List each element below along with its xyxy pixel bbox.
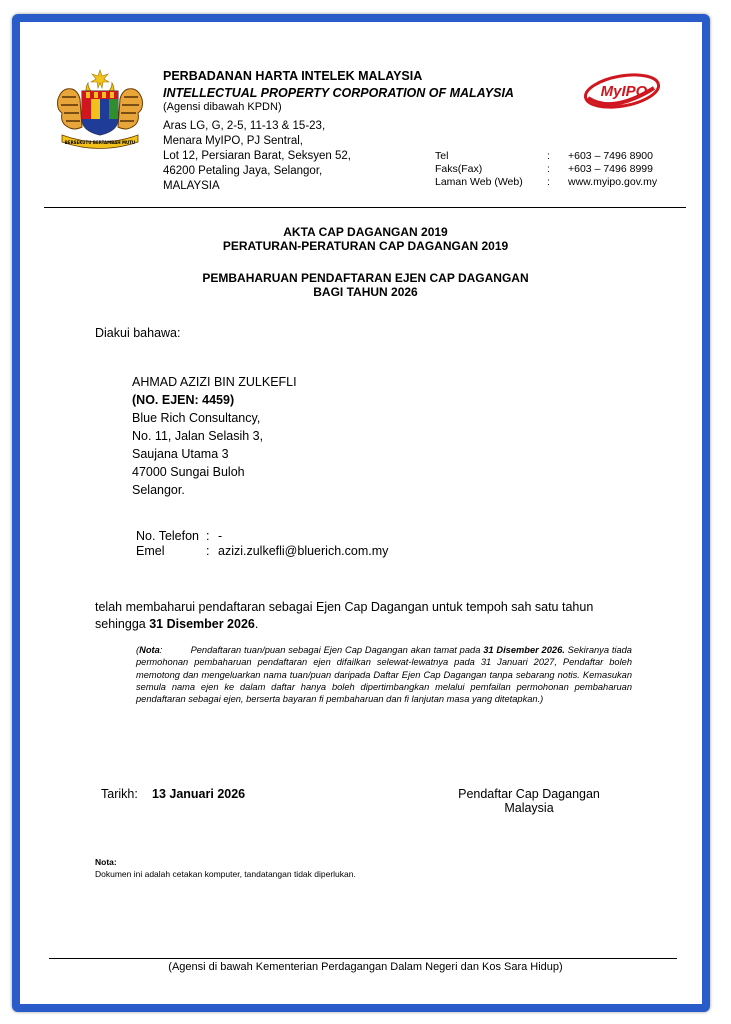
email-colon: : [206, 544, 210, 558]
address-line: Lot 12, Persiaran Barat, Seksyen 52, [163, 150, 351, 162]
renewal-until-line: sehingga 31 Disember 2026. [95, 617, 259, 631]
email-value: azizi.zulkefli@bluerich.com.my [218, 544, 389, 558]
contact-value: +603 – 7496 8999 [568, 163, 653, 175]
contact-row [435, 150, 657, 163]
agent-details [132, 373, 297, 499]
acknowledged-label: Diakui bahawa: [95, 326, 181, 340]
header-divider [44, 207, 686, 208]
date-value: 13 Januari 2026 [152, 787, 246, 801]
title-line: BAGI TAHUN 2026 [313, 285, 418, 299]
address-line: MALAYSIA [163, 180, 220, 192]
org-name-english: INTELLECTUAL PROPERTY CORPORATION OF MALAYSIA [163, 86, 514, 100]
agent-number: (NO. EJEN: 4459) [132, 393, 235, 407]
act-title [0, 225, 731, 253]
contact-sep: : [547, 176, 550, 188]
title-line: PERATURAN-PERATURAN CAP DAGANGAN 2019 [222, 239, 509, 253]
footer-note-label: Nota: [95, 857, 117, 867]
date-label: Tarikh: [101, 787, 138, 801]
title-line: AKTA CAP DAGANGAN 2019 [283, 225, 448, 239]
contact-value: www.myipo.gov.my [568, 176, 658, 188]
address-line: 46200 Petaling Jaya, Selangor, [163, 165, 323, 177]
contact-value: +603 – 7496 8900 [568, 150, 653, 162]
office-address [163, 119, 351, 194]
org-name-malay: PERBADANAN HARTA INTELEK MALAYSIA [163, 69, 423, 83]
contact-label: Laman Web (Web) [435, 176, 523, 188]
agent-name: AHMAD AZIZI BIN ZULKEFLI [132, 375, 297, 389]
address-line: Menara MyIPO, PJ Sentral, [163, 135, 303, 147]
agent-address-line: No. 11, Jalan Selasih 3, [132, 429, 264, 443]
contact-label: Tel [435, 150, 449, 162]
contact-sep: : [547, 163, 550, 175]
contact-sep: : [547, 150, 550, 162]
registrar-title [454, 787, 604, 815]
coat-of-arms-icon [52, 69, 148, 151]
email-label: Emel [136, 544, 165, 558]
footer-note-text: Dokumen ini adalah cetakan komputer, tandatangan tidak diperlukan. [95, 869, 356, 879]
note-date: 31 Disember 2026. [483, 645, 565, 655]
contact-label: Faks(Fax) [435, 163, 483, 175]
phone-colon: : [206, 529, 210, 543]
phone-label: No. Telefon [136, 529, 200, 543]
footer-agency: (Agensi di bawah Kementerian Perdagangan Dalam Negeri dan Kos Sara Hidup) [168, 961, 563, 973]
myipo-logo [582, 70, 662, 112]
agent-address-line: Blue Rich Consultancy, [132, 411, 261, 425]
agent-address-line: Saujana Utama 3 [132, 447, 229, 461]
note-label: Nota [139, 645, 160, 655]
contact-table [435, 150, 657, 189]
note-paragraph: (Nota: Pendaftaran tuan/puan sebagai Ejen Cap Dagangan akan tamat pada 31 Disember 2026. Sekiranya tiada permohonan pembaharuan pendaftaran ejen difailkan selewat-lewatnya pada 31 Januari 2027, Pendaftar boleh memotong dan mengeluarkan nama tuan/puan daripada Daftar Ejen Cap Dagangan tanpa sebarang notis. Kemasukan semula nama ejen ke dalam daftar hanya boleh dipertimbangkan melalui pemfailan permohonan pembaharuan pendaftaran sebagai ejen, berserta bayaran fi pembaharuan dan fi lanjutan masa yang ditetapkan.) [136, 645, 632, 705]
title-line: PEMBAHARUAN PENDAFTARAN EJEN CAP DAGANGAN [202, 271, 529, 285]
myipo-logo-text: MyIPO [600, 83, 648, 100]
address-line: Aras LG, G, 2-5, 11-13 & 15-23, [163, 120, 326, 132]
renewal-title [0, 271, 731, 299]
agency-line: (Agensi dibawah KPDN) [163, 101, 282, 113]
footer-divider [49, 958, 677, 959]
agent-address-line: 47000 Sungai Buloh [132, 465, 245, 479]
contact-row [435, 176, 657, 189]
contact-row [435, 163, 657, 176]
note-text-a: Pendaftaran tuan/puan sebagai Ejen Cap Dagangan akan tamat pada [190, 645, 481, 655]
phone-value: - [218, 529, 223, 543]
agent-address-line: Selangor. [132, 483, 185, 497]
note-text-b: Sekiranya tiada permohonan pembaharuan pendaftaran ejen difailkan selewat-lewatnya pada 31 Januari 2027, Pendaftar boleh memotong dan mengeluarkan nama tuan/puan daripada Daftar Ejen Cap Dagangan tanpa sebarang notis. Kemasukan semula nama ejen ke dalam daftar hanya boleh dipertimbangkan melalui pemfailan permohonan pembaharuan pendaftaran sebagai ejen, berserta bayaran fi pembaharuan dan fi lanjutan masa yang ditetapkan.) [136, 645, 632, 705]
renewal-statement: telah membaharui pendaftaran sebagai Ejen Cap Dagangan untuk tempoh sah satu tahun [95, 600, 594, 614]
crest-motto: BERSEKUTU BERTAMBAH MUTU [64, 140, 136, 145]
registrar-line: Malaysia [504, 801, 554, 815]
registrar-line: Pendaftar Cap Dagangan [458, 787, 600, 801]
renewal-until: sehingga [95, 617, 146, 631]
renewal-date: 31 Disember 2026 [149, 617, 255, 631]
